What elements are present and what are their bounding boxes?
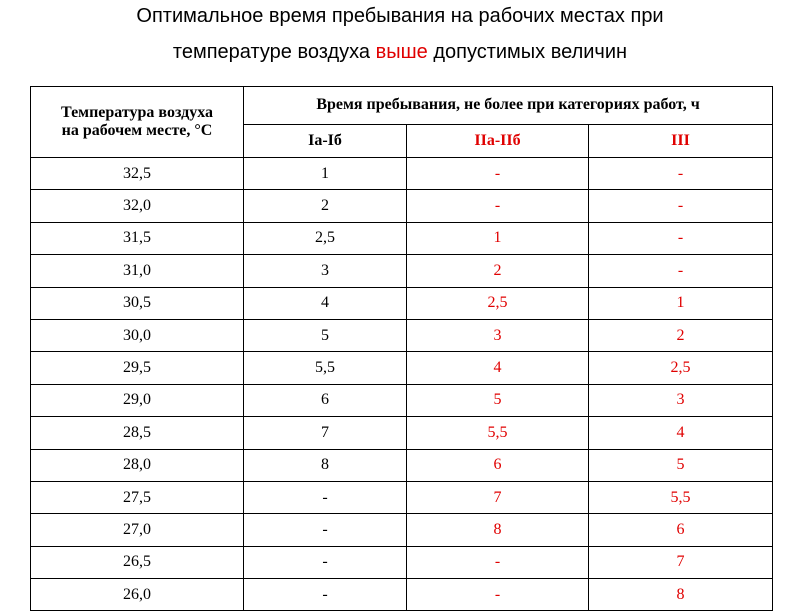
- table-row: [31, 352, 773, 384]
- cell-category-1: 7: [244, 417, 407, 449]
- cell-category-2: 5,5: [407, 417, 589, 449]
- cell-temperature: 28,5: [31, 417, 244, 449]
- table-row: [31, 481, 773, 513]
- header-category-1: Iа-Iб: [244, 124, 407, 157]
- table-row: [31, 514, 773, 546]
- cell-category-1: -: [244, 481, 407, 513]
- cell-temperature: 26,5: [31, 546, 244, 578]
- cell-category-3: 8: [589, 579, 773, 611]
- cell-category-1: 1: [244, 158, 407, 190]
- header-temperature: [31, 87, 244, 158]
- cell-category-2: -: [407, 190, 589, 222]
- page-title: Оптимальное время пребывания на рабочих местах при: [136, 5, 664, 27]
- cell-category-3: -: [589, 255, 773, 287]
- subtitle-accent-word: выше: [375, 41, 428, 63]
- cell-temperature: 31,5: [31, 222, 244, 254]
- cell-category-3: 1: [589, 287, 773, 319]
- cell-category-2: -: [407, 546, 589, 578]
- header-temperature-line1: Температура воздуха: [61, 104, 213, 121]
- cell-category-3: 5: [589, 449, 773, 481]
- cell-temperature: 30,0: [31, 319, 244, 351]
- cell-temperature: 27,5: [31, 481, 244, 513]
- subtitle-part-before: температуре воздуха: [172, 41, 376, 63]
- cell-category-2: 7: [407, 481, 589, 513]
- cell-category-2: 2,5: [407, 287, 589, 319]
- cell-category-2: 5: [407, 384, 589, 416]
- cell-category-1: 4: [244, 287, 407, 319]
- cell-category-2: -: [407, 158, 589, 190]
- header-temperature-line2: на рабочем месте, °С: [61, 122, 213, 139]
- table-row: [31, 546, 773, 578]
- cell-category-2: 1: [407, 222, 589, 254]
- cell-category-1: -: [244, 546, 407, 578]
- table-body: [31, 158, 773, 611]
- temperature-time-table: [30, 86, 773, 611]
- table-row: [31, 255, 773, 287]
- cell-category-1: 3: [244, 255, 407, 287]
- cell-category-2: 8: [407, 514, 589, 546]
- table-row: [31, 287, 773, 319]
- cell-category-1: -: [244, 514, 407, 546]
- subtitle-part-after: допустимых величин: [427, 41, 628, 63]
- cell-category-1: -: [244, 579, 407, 611]
- cell-temperature: 28,0: [31, 449, 244, 481]
- cell-category-1: 2: [244, 190, 407, 222]
- table-row: [31, 319, 773, 351]
- cell-category-1: 5,5: [244, 352, 407, 384]
- cell-category-3: -: [589, 158, 773, 190]
- header-category-2: IIа-IIб: [407, 124, 589, 157]
- cell-category-3: 3: [589, 384, 773, 416]
- cell-temperature: 29,5: [31, 352, 244, 384]
- table-row: [31, 579, 773, 611]
- table-row: [31, 449, 773, 481]
- cell-temperature: 27,0: [31, 514, 244, 546]
- header-time: Время пребывания, не более при категориях работ, ч: [244, 87, 773, 125]
- cell-category-3: 7: [589, 546, 773, 578]
- cell-temperature: 31,0: [31, 255, 244, 287]
- cell-category-3: -: [589, 190, 773, 222]
- table-row: [31, 222, 773, 254]
- cell-category-3: 6: [589, 514, 773, 546]
- cell-category-3: -: [589, 222, 773, 254]
- cell-category-3: 5,5: [589, 481, 773, 513]
- cell-temperature: 26,0: [31, 579, 244, 611]
- cell-category-2: -: [407, 579, 589, 611]
- table-row: [31, 417, 773, 449]
- cell-category-3: 4: [589, 417, 773, 449]
- cell-category-2: 3: [407, 319, 589, 351]
- cell-category-2: 6: [407, 449, 589, 481]
- cell-temperature: 29,0: [31, 384, 244, 416]
- table-row: [31, 384, 773, 416]
- table-row: [31, 190, 773, 222]
- cell-category-1: 2,5: [244, 222, 407, 254]
- cell-category-1: 8: [244, 449, 407, 481]
- header-category-3: III: [589, 124, 773, 157]
- cell-category-1: 6: [244, 384, 407, 416]
- cell-category-3: 2,5: [589, 352, 773, 384]
- table-row: [31, 158, 773, 190]
- cell-category-1: 5: [244, 319, 407, 351]
- cell-category-3: 2: [589, 319, 773, 351]
- page-subtitle: [0, 40, 800, 64]
- cell-temperature: 30,5: [31, 287, 244, 319]
- cell-category-2: 2: [407, 255, 589, 287]
- cell-category-2: 4: [407, 352, 589, 384]
- cell-temperature: 32,0: [31, 190, 244, 222]
- cell-temperature: 32,5: [31, 158, 244, 190]
